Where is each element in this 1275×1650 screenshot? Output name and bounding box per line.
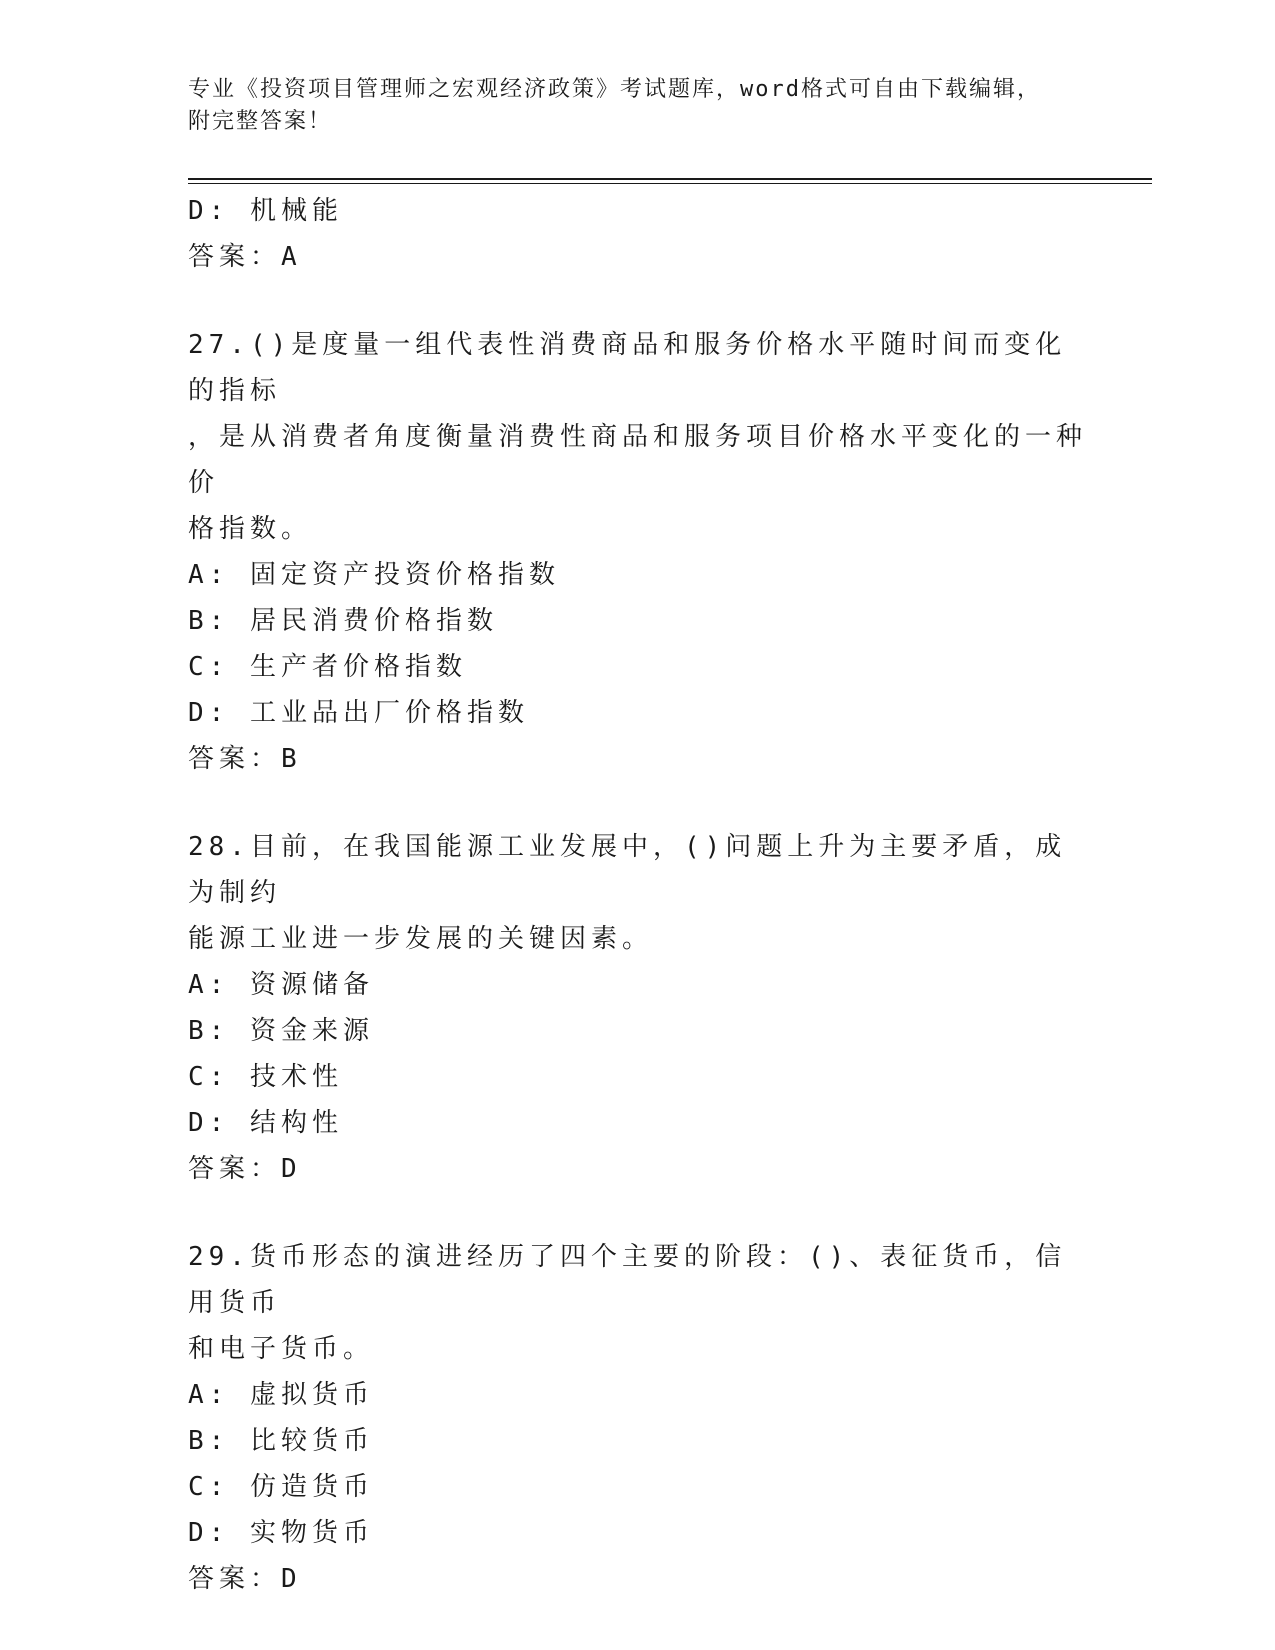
option-c: C: 技术性 (188, 1062, 343, 1092)
header-divider-thin (188, 183, 1152, 184)
answer-line: 答案：D (188, 1564, 302, 1594)
question-27 (188, 322, 1088, 782)
option-b: B: 居民消费价格指数 (188, 606, 498, 636)
stem-line: 格指数。 (188, 514, 313, 544)
document-header (188, 74, 1068, 138)
header-divider-thick (188, 178, 1152, 180)
option-b: B: 比较货币 (188, 1426, 374, 1456)
option-d: D: 工业品出厂价格指数 (188, 698, 529, 728)
question-stem (188, 1234, 1088, 1372)
stem-line: 27.()是度量一组代表性消费商品和服务价格水平随时间而变化的指标 (188, 330, 1067, 406)
option-d: D: 实物货币 (188, 1518, 374, 1548)
option-a: A: 固定资产投资价格指数 (188, 560, 560, 590)
option-d: D: 机械能 (188, 196, 343, 226)
question-stem (188, 322, 1088, 552)
option-d: D: 结构性 (188, 1108, 343, 1138)
option-b: B: 资金来源 (188, 1016, 374, 1046)
answer-line: 答案：B (188, 744, 302, 774)
option-c: C: 生产者价格指数 (188, 652, 467, 682)
question-28 (188, 824, 1088, 1192)
stem-line: 28.目前，在我国能源工业发展中，()问题上升为主要矛盾，成为制约 (188, 832, 1067, 908)
answer-line: 答案：A (188, 242, 302, 272)
option-c: C: 仿造货币 (188, 1472, 374, 1502)
answer-line: 答案：D (188, 1154, 302, 1184)
stem-line: 能源工业进一步发展的关键因素。 (188, 924, 654, 954)
question-stem (188, 824, 1088, 962)
stem-line: 和电子货币。 (188, 1334, 375, 1364)
header-line-2: 附完整答案！ (188, 109, 333, 134)
header-line-1: 专业《投资项目管理师之宏观经济政策》考试题库，word格式可自由下载编辑， (188, 77, 1041, 102)
option-a: A: 虚拟货币 (188, 1380, 374, 1410)
stem-line: 29.货币形态的演进经历了四个主要的阶段：()、表征货币，信用货币 (188, 1242, 1067, 1318)
option-a: A: 资源储备 (188, 970, 374, 1000)
stem-line: ，是从消费者角度衡量消费性商品和服务项目价格水平变化的一种价 (188, 422, 1088, 498)
previous-question-tail (188, 188, 1088, 280)
question-29 (188, 1234, 1088, 1602)
question-content (188, 188, 1088, 1602)
